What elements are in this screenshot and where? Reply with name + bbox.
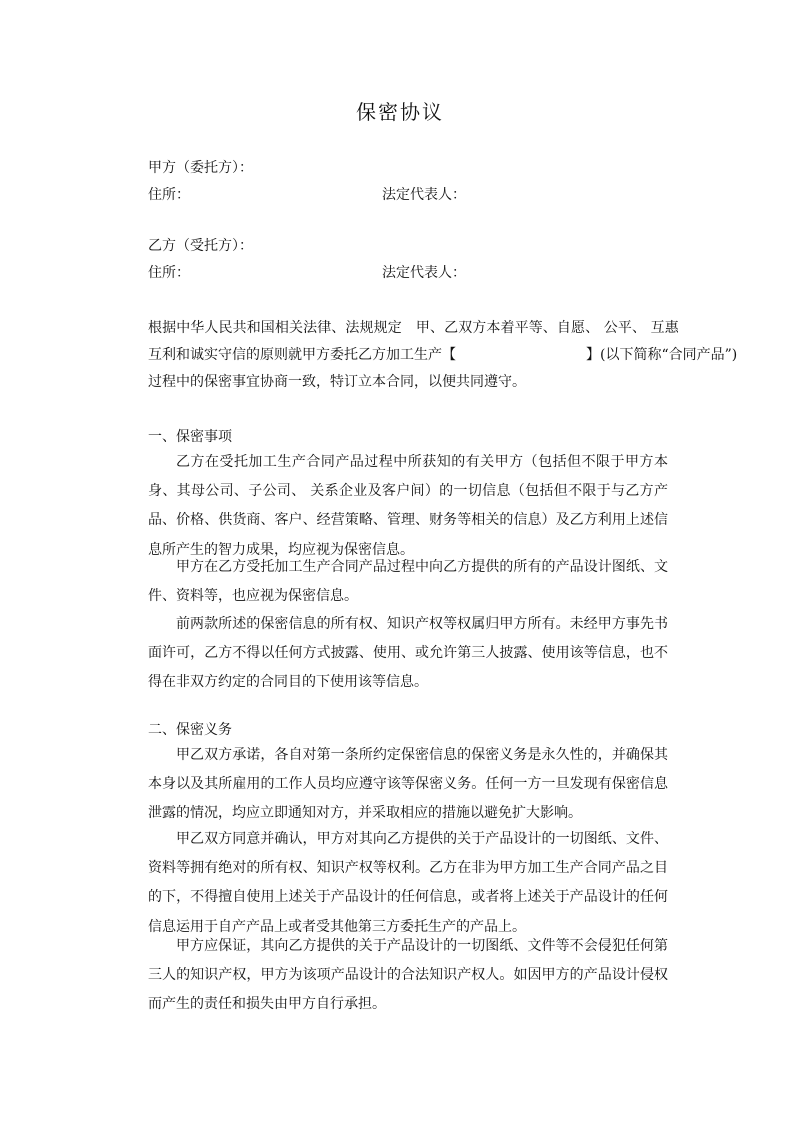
- preamble-line-2-end: 】(以下简称“合同产品”): [586, 347, 738, 363]
- section-1-heading: 一、保密事项: [148, 429, 232, 445]
- party-a-rep-label: 法定代表人：: [382, 187, 466, 203]
- section-2-paragraph-2: 甲乙双方同意并确认，甲方对其向乙方提供的关于产品设计的一切图纸、文件、资料等拥有绝对的所有权、知识产权等权利。乙方在非为甲方加工生产合同产品之目的下，不得擅自使用上述关于产品设计的任何信息，或者将上述关于产品设计的任何信息运用于自产产品上或者受其他第三方委托生产的产品上。: [148, 831, 668, 935]
- party-b-rep-label: 法定代表人：: [382, 265, 466, 281]
- party-b-label: 乙方（受托方）：: [148, 238, 253, 254]
- party-a-label: 甲方（委托方）：: [148, 160, 253, 176]
- preamble-line-2: [148, 345, 737, 365]
- preamble-line-3: 过程中的保密事宜协商一致，特订立本合同，以便共同遵守。: [148, 374, 526, 390]
- section-1-paragraph-3: 前两款所述的保密信息的所有权、知识产权等权属归甲方所有。未经甲方事先书面许可，乙方不得以任何方式披露、使用、或允许第三人披露、使用该等信息，也不得在非双方约定的合同目的下使用该等信息。: [148, 616, 668, 691]
- section-2-paragraph-3: 甲方应保证，其向乙方提供的关于产品设计的一切图纸、文件等不会侵犯任何第三人的知识产权，甲方为该项产品设计的合法知识产权人。如因甲方的产品设计侵权而产生的责任和损失由甲方自行承担。: [148, 938, 668, 1013]
- section-1-paragraph-2: 甲方在乙方受托加工生产合同产品过程中向乙方提供的所有的产品设计图纸、文件、资料等，也应视为保密信息。: [148, 559, 668, 605]
- section-2-heading: 二、保密义务: [148, 722, 232, 738]
- preamble-line-2-start: 互利和诚实守信的原则就甲方委托乙方加工生产【: [148, 347, 456, 363]
- preamble-line-1: 根据中华人民共和国相关法律、法规规定 甲、乙双方本着平等、自愿、 公平、 互惠: [148, 320, 679, 336]
- party-b-address-label: 住所：: [148, 265, 190, 281]
- party-a-address-label: 住所：: [148, 187, 190, 203]
- section-1-paragraph-1: 乙方在受托加工生产合同产品过程中所获知的有关甲方（包括但不限于甲方本身、其母公司、子公司、 关系企业及客户间）的一切信息（包括但不限于与乙方产品、价格、供货商、客户、经营策略、管理、财务等相关的信息）及乙方利用上述信息所产生的智力成果，均应视为保密信息。: [148, 454, 668, 558]
- section-2-paragraph-1: 甲乙双方承诺，各自对第一条所约定保密信息的保密义务是永久性的，并确保其本身以及其所雇用的工作人员均应遵守该等保密义务。任何一方一旦发现有保密信息泄露的情况，均应立即通知对方，并采取相应的措施以避免扩大影响。: [148, 747, 668, 822]
- document-title: 保密协议: [356, 100, 444, 124]
